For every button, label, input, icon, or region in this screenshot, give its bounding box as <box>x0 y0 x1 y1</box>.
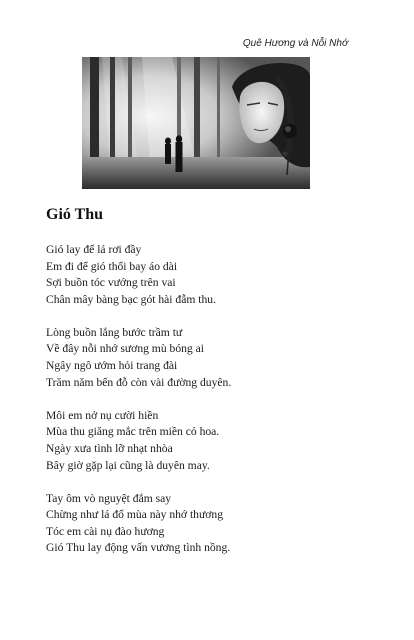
poem-line: Môi em nở nụ cười hiền <box>46 408 159 422</box>
poem-body <box>46 242 376 574</box>
running-header: Quê Hương và Nỗi Nhớ <box>242 38 348 49</box>
poem-line: Ngây ngô ướm hỏi trang đài <box>46 359 178 373</box>
poem-line: Tóc em cài nụ đào hương <box>46 524 165 538</box>
poem-line: Chân mây bàng bạc gót hài đẫm thu. <box>46 292 217 306</box>
illustration-photo <box>82 57 310 189</box>
poem-line: Lòng buồn lắng bước trầm tư <box>46 325 183 339</box>
poem-line: Bây giờ gặp lại cũng là duyên may. <box>46 458 210 472</box>
poem-line: Trăm năm bến đỗ còn vài đường duyên. <box>46 375 232 389</box>
poem-line: Gió lay để lá rơi đầy <box>46 243 142 256</box>
poem-line: Gió Thu lay động vấn vương tình nồng. <box>46 541 231 555</box>
poem-line: Tay ôm vò nguyệt đắm say <box>46 491 172 505</box>
stanza-1 <box>46 242 376 308</box>
poem-line: Mùa thu giăng mắc trên miền cỏ hoa. <box>46 425 220 439</box>
stanza-3 <box>46 408 376 474</box>
poem-line: Chừng như lá đổ mùa này nhớ thương <box>46 508 223 522</box>
stanza-2 <box>46 325 376 391</box>
poem-line: Sợi buồn tóc vướng trên vai <box>46 276 176 290</box>
forest-couple-woman-rose-photo-icon <box>82 57 310 189</box>
poem-title: Gió Thu <box>46 206 104 223</box>
poem-line: Em đi để gió thổi bay áo dài <box>46 259 178 273</box>
stanza-4 <box>46 491 376 557</box>
poem-line: Ngày xưa tình lỡ nhạt nhòa <box>46 441 173 455</box>
poem-line: Về đây nỗi nhớ sương mù bóng ai <box>46 342 204 356</box>
